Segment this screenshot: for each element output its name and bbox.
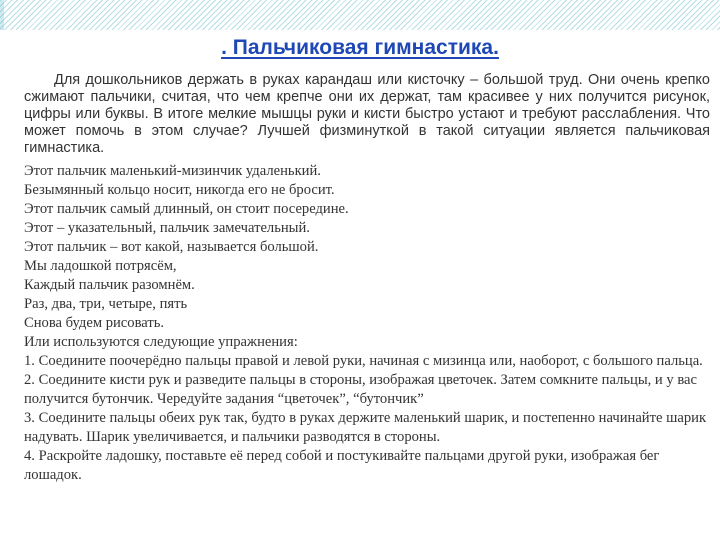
text-line: Этот пальчик самый длинный, он стоит посередине.: [24, 201, 349, 217]
text-line: Этот пальчик – вот какой, называется большой.: [24, 239, 319, 255]
exercise-item: 1. Соедините поочерёдно пальцы правой и левой руки, начиная с мизинца или, наоборот, с большого пальца.: [24, 353, 703, 369]
text-line: Мы ладошкой потрясём,: [24, 258, 177, 274]
text-line: Или используются следующие упражнения:: [24, 334, 298, 350]
text-line: Этот пальчик маленький-мизинчик удаленький.: [24, 163, 321, 179]
text-line: Снова будем рисовать.: [24, 315, 165, 331]
exercise-item: 4. Раскройте ладошку, поставьте её перед собой и постукивайте пальцами другой руки, изображая бег лошадок.: [24, 448, 660, 483]
decorative-stripe-band: [0, 0, 720, 30]
exercise-item: 3. Соедините пальцы обеих рук так, будто в руках держите маленький шарик, и постепенно начинайте шарик надувать. Шарик увеличивается, и пальчики разводятся в стороны.: [24, 410, 707, 445]
text-line: Раз, два, три, четыре, пять: [24, 296, 188, 312]
text-line: Этот – указательный, пальчик замечательный.: [24, 220, 310, 236]
slide-title: . Пальчиковая гимнастика.: [221, 36, 499, 59]
text-line: Каждый пальчик разомнём.: [24, 277, 195, 293]
intro-paragraph: Для дошкольников держать в руках карандаш или кисточку – большой труд. Они очень крепко сжимают пальчики, считая, что чем крепче они их держат, там красивее у них получится рисунок, цифры или буквы. В итоге мелкие мышцы руки и кисти быстро устают и требуют расслабления. Что может помочь в этом случае? Лучшей физминуткой в такой ситуации является пальчиковая гимнастика.: [24, 72, 710, 156]
exercise-text: [24, 162, 710, 485]
exercise-item: 2. Соедините кисти рук и разведите пальцы в стороны, изображая цветочек. Затем сомкните пальцы, и у вас получится бутончик. Чередуйте задания “цветочек”, “бутончик”: [24, 372, 697, 407]
text-line: Безымянный кольцо носит, никогда его не бросит.: [24, 182, 335, 198]
